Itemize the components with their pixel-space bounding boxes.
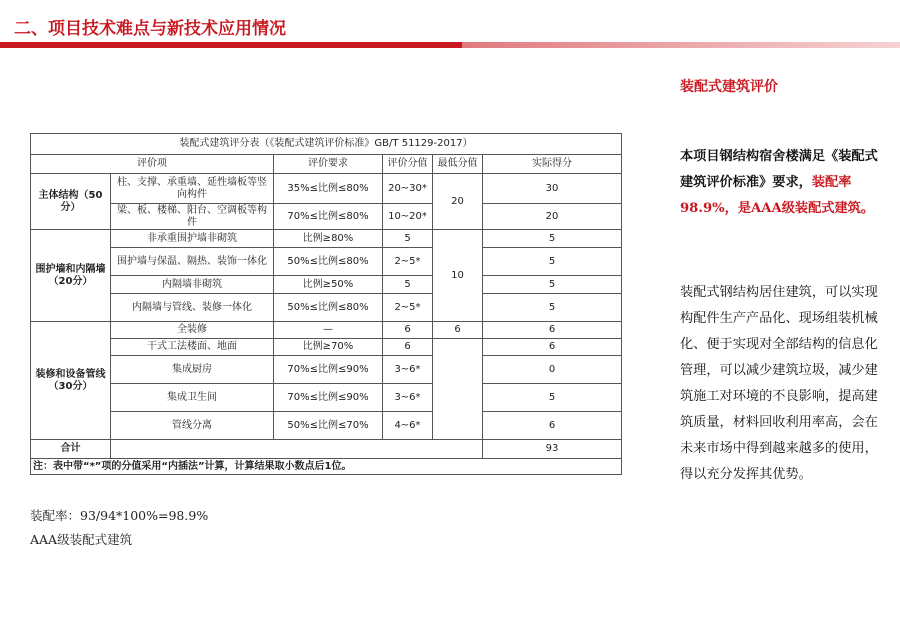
group-min: 20 xyxy=(433,174,483,230)
row-item: 集成卫生间 xyxy=(111,384,274,412)
total-spacer xyxy=(111,440,483,459)
row-score: 2~5* xyxy=(383,248,433,276)
table-row xyxy=(31,248,622,276)
row-req: 70%≤比例≤90% xyxy=(274,356,383,384)
table-title: 装配式建筑评分表（《装配式建筑评价标准》GB/T 51129-2017） xyxy=(31,134,622,155)
row-score: 5 xyxy=(383,230,433,248)
row-score: 10~20* xyxy=(383,204,433,230)
table-row xyxy=(31,322,622,339)
row-score: 2~5* xyxy=(383,294,433,322)
row-actual: 6 xyxy=(483,412,622,440)
header-score: 评价分值 xyxy=(383,155,433,174)
row-actual: 20 xyxy=(483,204,622,230)
row-score: 20~30* xyxy=(383,174,433,204)
group-name: 装修和设备管线（30分） xyxy=(31,322,111,440)
table-note: 注：表中带“*”项的分值采用“内插法”计算，计算结果取小数点后1位。 xyxy=(31,459,622,475)
row-item: 非承重围护墙非砌筑 xyxy=(111,230,274,248)
row-actual: 5 xyxy=(483,230,622,248)
note-row xyxy=(31,459,622,475)
header-item: 评价项 xyxy=(31,155,274,174)
description-paragraph: 装配式钢结构居住建筑，可以实现构配件生产产品化、现场组装机械化、便于实现对全部结构的信息化管理，可以减少建筑垃圾，减少建筑施工对环境的不良影响，提高建筑质量，材料回收利用率高，会在未来市场中得到越来越多的使用，得以充分发挥其优势。 xyxy=(680,285,878,482)
row-score: 5 xyxy=(383,276,433,294)
row-req: 70%≤比例≤90% xyxy=(274,384,383,412)
row-req: 50%≤比例≤80% xyxy=(274,294,383,322)
grade-label: AAA级装配式建筑 xyxy=(30,532,133,547)
row-item: 全装修 xyxy=(111,322,274,339)
summary-highlight: 装配率98.9%，是AAA级装配式建筑。 xyxy=(680,175,875,216)
row-item: 集成厨房 xyxy=(111,356,274,384)
row-item: 梁、板、楼梯、阳台、空调板等构件 xyxy=(111,204,274,230)
row-req: 比例≥70% xyxy=(274,339,383,356)
row-score: 4~6* xyxy=(383,412,433,440)
page-title: 二、项目技术难点与新技术应用情况 xyxy=(14,19,286,39)
section-heading: 装配式建筑评价 xyxy=(680,79,778,95)
row-actual: 5 xyxy=(483,248,622,276)
row-actual: 6 xyxy=(483,339,622,356)
row-item: 内隔墙非砌筑 xyxy=(111,276,274,294)
table-row xyxy=(31,339,622,356)
header-requirement: 评价要求 xyxy=(274,155,383,174)
total-row xyxy=(31,440,622,459)
row-actual: 5 xyxy=(483,276,622,294)
table-row xyxy=(31,230,622,248)
row-item: 内隔墙与管线、装修一体化 xyxy=(111,294,274,322)
header-bar-light xyxy=(462,42,900,48)
header-bar-dark xyxy=(0,42,462,48)
row-actual: 30 xyxy=(483,174,622,204)
row-score: 6 xyxy=(383,322,433,339)
header-min: 最低分值 xyxy=(433,155,483,174)
assembly-ratio: 装配率：93/94*100%=98.9% xyxy=(30,508,209,523)
group-min: 10 xyxy=(433,230,483,322)
row-actual: 5 xyxy=(483,384,622,412)
table-row xyxy=(31,412,622,440)
row-item: 管线分离 xyxy=(111,412,274,440)
header-actual: 实际得分 xyxy=(483,155,622,174)
row-item: 干式工法楼面、地面 xyxy=(111,339,274,356)
row-req: 50%≤比例≤70% xyxy=(274,412,383,440)
row-actual: 6 xyxy=(483,322,622,339)
row-score: 3~6* xyxy=(383,356,433,384)
row-req: 50%≤比例≤80% xyxy=(274,248,383,276)
row-req: — xyxy=(274,322,383,339)
total-value: 93 xyxy=(483,440,622,459)
row-req: 比例≥80% xyxy=(274,230,383,248)
row-item: 围护墙与保温、隔热、装饰一体化 xyxy=(111,248,274,276)
row-req: 比例≥50% xyxy=(274,276,383,294)
group-name: 主体结构（50分） xyxy=(31,174,111,230)
summary-text: 本项目钢结构宿舍楼满足《装配式建筑评价标准》要求， xyxy=(680,149,878,190)
score-table xyxy=(30,133,622,475)
table-row xyxy=(31,356,622,384)
row-req: 35%≤比例≤80% xyxy=(274,174,383,204)
table-row xyxy=(31,276,622,294)
summary-paragraph xyxy=(680,144,885,222)
total-label: 合计 xyxy=(31,440,111,459)
group-name: 围护墙和内隔墙（20分） xyxy=(31,230,111,322)
row-actual: 5 xyxy=(483,294,622,322)
row-score: 6 xyxy=(383,339,433,356)
row-score: 3~6* xyxy=(383,384,433,412)
group-min: 6 xyxy=(433,322,483,339)
table-row xyxy=(31,174,622,204)
group-min-empty xyxy=(433,339,483,440)
row-item: 柱、支撑、承重墙、延性墙板等竖向构件 xyxy=(111,174,274,204)
row-req: 70%≤比例≤80% xyxy=(274,204,383,230)
table-row xyxy=(31,294,622,322)
table-row xyxy=(31,204,622,230)
table-row xyxy=(31,384,622,412)
row-actual: 0 xyxy=(483,356,622,384)
